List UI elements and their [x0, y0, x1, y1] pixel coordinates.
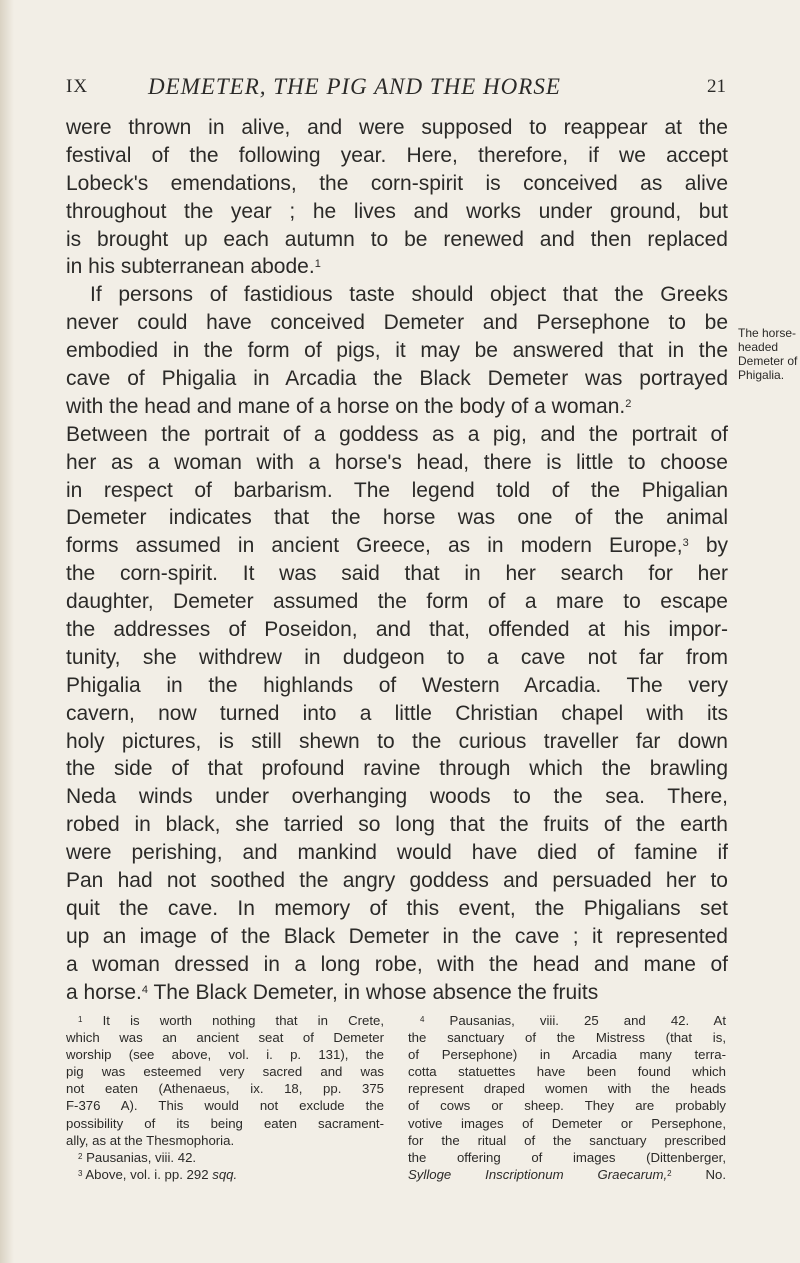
text-line: the side of that profound ravine through which the brawling — [66, 757, 728, 781]
text-line: cavern, now turned into a little Christian chapel with its — [66, 701, 728, 725]
text-line: holy pictures, is still shewn to the curious traveller far down — [66, 729, 728, 753]
footnote-line: $^1$ It is worth nothing that in Crete, — [78, 1013, 384, 1028]
footnote-line: $^4$ Pausanias, viii. 25 and 42. At — [420, 1013, 726, 1028]
footnote-line: of cows or sheep. They are probably — [408, 1098, 726, 1114]
margin-note-line: Demeter of — [738, 354, 798, 368]
text-line: Phigalia in the highlands of Western Arcadia. The very — [66, 673, 728, 697]
text-line: in respect of barbarism. The legend told of the Phigalian — [66, 478, 728, 502]
text-line: in his subterranean abode.$^1$ — [66, 255, 321, 279]
footnote-line: the offering of images (Dittenberger, — [408, 1149, 726, 1165]
footnote-line: ally, as at the Thesmophoria. — [66, 1132, 235, 1148]
running-title: DEMETER, THE PIG AND THE HORSE — [148, 74, 561, 99]
text-line: is brought up each autumn to be renewed and then replaced — [66, 227, 728, 251]
text-line: a horse.$^4$ The Black Demeter, in whose absence the fruits — [66, 980, 599, 1004]
footnote-line: cotta statuettes have been found which — [408, 1064, 726, 1080]
text-line: quit the cave. In memory of this event, the Phigalians set — [66, 896, 728, 920]
footnote-ref[interactable]: 1 — [314, 258, 321, 271]
footnote-line: $^3$ Above, vol. i. pp. 292 sqq. — [78, 1166, 238, 1182]
text-line: up an image of the Black Demeter in the cave ; it represented — [66, 924, 728, 948]
text-line: with the head and mane of a horse on the body of a woman.$^2$ — [66, 394, 632, 418]
footnote-line: for the ritual of the sanctuary prescribed — [408, 1132, 726, 1148]
text-line: embodied in the form of pigs, it may be answered that in the — [66, 339, 728, 363]
text-line: daughter, Demeter assumed the form of a mare to escape — [66, 590, 728, 614]
footnote-line: not eaten (Athenaeus, ix. 18, pp. 375 — [66, 1081, 384, 1097]
text-line: If persons of fastidious taste should object that the Greeks — [90, 283, 728, 307]
text-line: Pan had not soothed the angry goddess and persuaded her to — [66, 869, 728, 893]
footnote-ref[interactable]: 3 — [682, 537, 689, 550]
footnote-line: worship (see above, vol. i. p. 131), the — [66, 1047, 384, 1063]
footnote-line: the sanctuary of the Mistress (that is, — [408, 1030, 726, 1046]
footnote-ref[interactable]: 2 — [625, 397, 632, 410]
margin-note-line: Phigalia. — [738, 368, 785, 382]
footnote-line: possibility of its being eaten sacrament- — [66, 1115, 384, 1131]
text-line: never could have conceived Demeter and Persephone to be — [66, 311, 728, 335]
main-text — [66, 114, 728, 1007]
text-line: tunity, she withdrew in dudgeon to a cave not far from — [66, 645, 728, 669]
margin-note-line: The horse- — [738, 326, 797, 340]
footnotes-left-column — [66, 1012, 384, 1183]
footnote-line: of Persephone) in Arcadia many terra- — [408, 1047, 726, 1063]
footnote-line: which was an ancient seat of Demeter — [66, 1030, 384, 1046]
text-line: robed in black, she tarried so long that the fruits of the earth — [66, 813, 728, 837]
text-line: Lobeck's emendations, the corn-spirit is conceived as alive — [66, 171, 728, 195]
text-line: throughout the year ; he lives and works under ground, but — [66, 199, 728, 223]
text-line: cave of Phigalia in Arcadia the Black Demeter was portrayed — [66, 367, 728, 391]
text-line: the corn-spirit. It was said that in her search for her — [66, 562, 728, 586]
running-header — [66, 74, 726, 102]
text-line: Demeter indicates that the horse was one of the animal — [66, 506, 728, 530]
footnote-line: Sylloge Inscriptionum Graecarum,$^2$ No. — [408, 1166, 726, 1182]
footnote-line: F-376 A). This would not exclude the — [66, 1098, 384, 1114]
text-line: a woman dressed in a long robe, with the head and mane of — [66, 952, 728, 976]
footnote-line: represent draped women with the heads — [408, 1081, 726, 1097]
footnote-line: votive images of Demeter or Persephone, — [408, 1115, 726, 1131]
text-line: were thrown in alive, and were supposed to reappear at the — [66, 116, 728, 139]
footnote-line: $^2$ Pausanias, viii. 42. — [78, 1149, 197, 1165]
text-line: were perishing, and mankind would have died of famine if — [66, 841, 728, 865]
footnote-ref[interactable]: 4 — [141, 983, 149, 996]
margin-note — [738, 326, 800, 382]
page-spine-shadow — [0, 0, 14, 1263]
margin-note-line: headed — [738, 340, 779, 354]
text-line: the addresses of Poseidon, and that, offended at his impor- — [66, 618, 728, 642]
page-number: 21 — [707, 76, 726, 97]
text-line: Between the portrait of a goddess as a pig, and the portrait of — [66, 422, 728, 446]
chapter-number: IX — [66, 76, 89, 97]
text-line: her as a woman with a horse's head, there is little to choose — [66, 450, 728, 474]
footnotes-right-column — [408, 1012, 726, 1183]
text-line: festival of the following year. Here, therefore, if we accept — [66, 143, 728, 167]
text-line: forms assumed in ancient Greece, as in modern Europe,$^3$ by — [66, 534, 728, 558]
footnote-line: pig was esteemed very sacred and was — [66, 1064, 384, 1080]
text-line: Neda winds under overhanging woods to the sea. There, — [66, 785, 728, 809]
